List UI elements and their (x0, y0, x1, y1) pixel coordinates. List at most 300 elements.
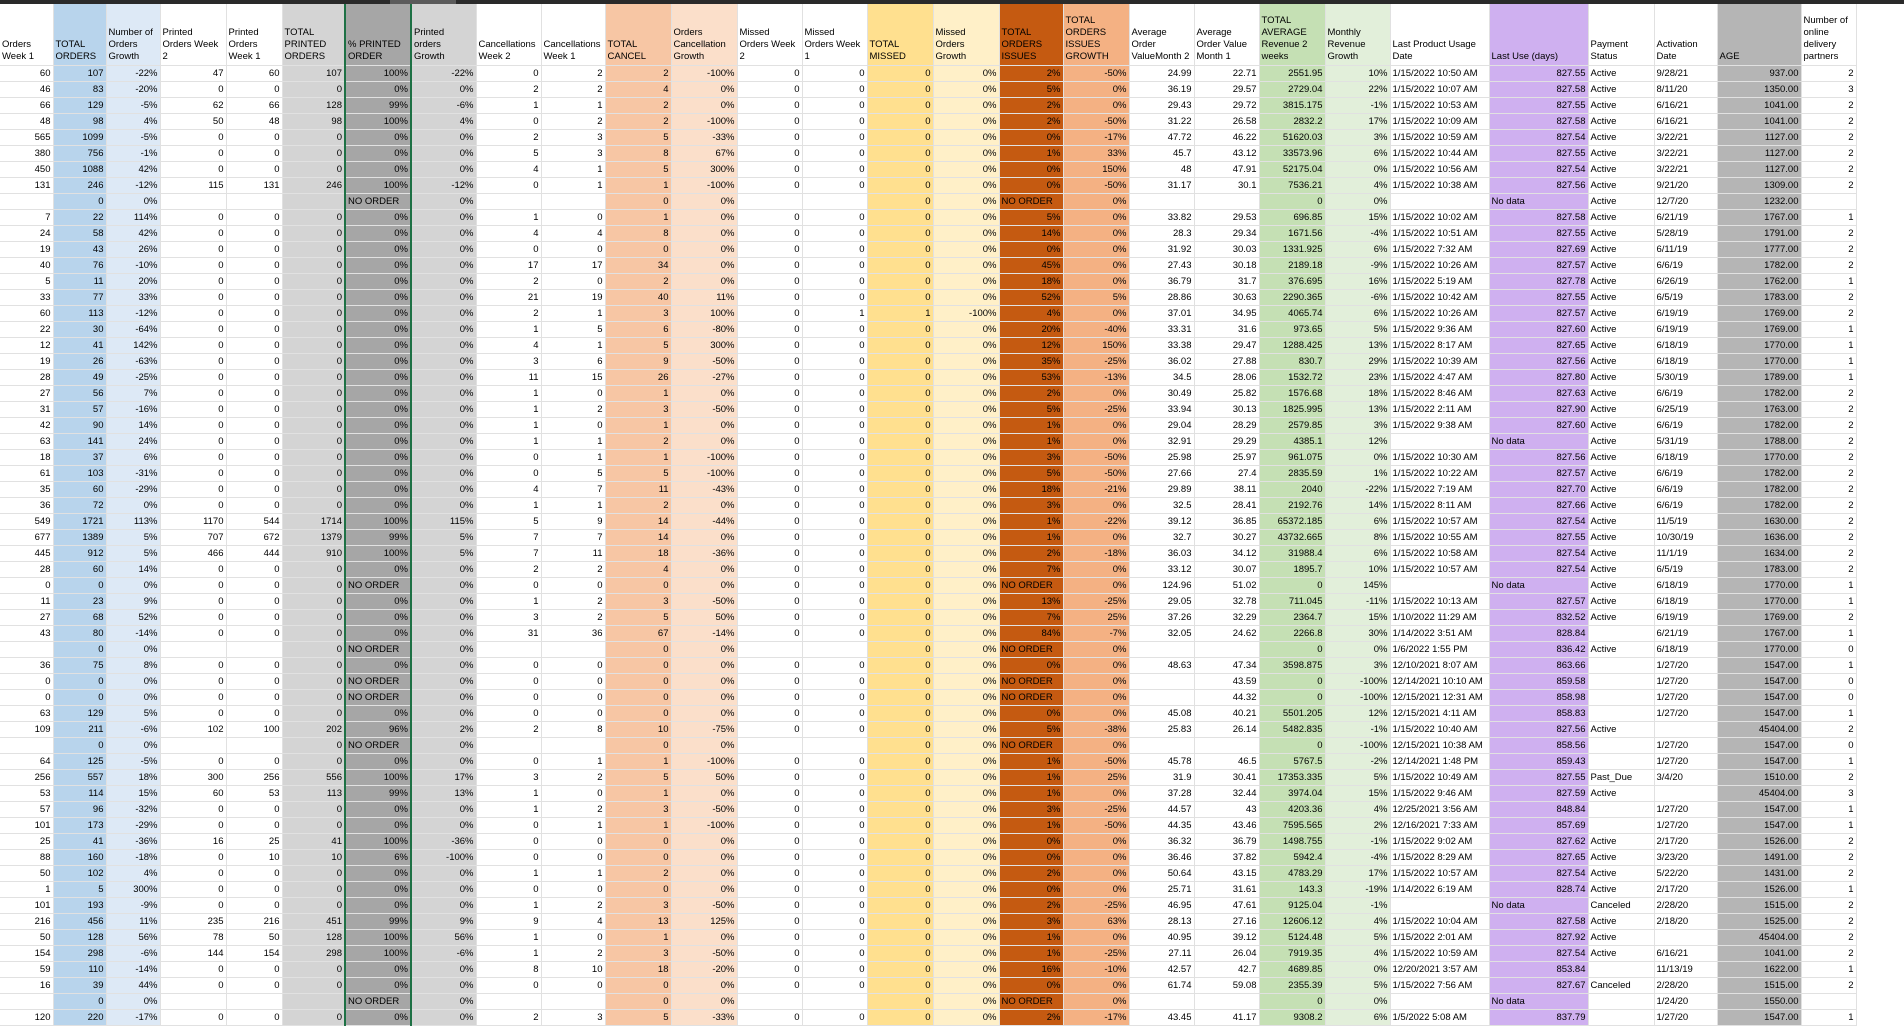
cell-pw1[interactable]: 0 (226, 401, 282, 417)
cell-mrg[interactable]: 15% (1325, 785, 1390, 801)
cell-mrg[interactable]: -2% (1325, 753, 1390, 769)
cell-mw1[interactable]: 0 (802, 769, 867, 785)
cell-tca[interactable]: 18 (605, 545, 671, 561)
cell-tig[interactable]: 0% (1063, 385, 1129, 401)
cell-lpu[interactable]: 12/16/2021 7:33 AM (1390, 817, 1489, 833)
cell-ow1[interactable]: 16 (0, 977, 53, 993)
cell-tca[interactable]: 1 (605, 817, 671, 833)
cell-mrg[interactable]: 6% (1325, 145, 1390, 161)
cell-tmi[interactable]: 0 (867, 449, 933, 465)
cell-pw2[interactable]: 0 (160, 449, 226, 465)
cell-pst[interactable]: Active (1588, 561, 1654, 577)
cell-ppo[interactable]: 0% (345, 257, 411, 273)
cell-age[interactable]: 1127.00 (1717, 129, 1801, 145)
cell-lud[interactable]: 827.57 (1489, 593, 1588, 609)
cell-aov1[interactable]: 51.02 (1194, 577, 1259, 593)
cell-lud[interactable]: 827.62 (1489, 833, 1588, 849)
cell-pw2[interactable]: 466 (160, 545, 226, 561)
cell-ocg[interactable]: -33% (671, 129, 737, 145)
cell-odp[interactable]: 2 (1801, 529, 1856, 545)
cell-ocg[interactable]: 50% (671, 609, 737, 625)
cell-ow1[interactable]: 60 (0, 65, 53, 81)
cell-tca[interactable]: 3 (605, 897, 671, 913)
cell-odp[interactable]: 1 (1801, 625, 1856, 641)
cell-tot[interactable]: 298 (53, 945, 106, 961)
cell-odp[interactable]: 1 (1801, 801, 1856, 817)
cell-aov2[interactable]: 25.71 (1129, 881, 1194, 897)
cell-toi[interactable]: NO ORDER (999, 641, 1063, 657)
cell-tot[interactable]: 49 (53, 369, 106, 385)
column-header-ppo[interactable]: % PRINTED ORDER (345, 4, 411, 65)
cell-pog[interactable]: -22% (411, 65, 476, 81)
cell-tot[interactable]: 58 (53, 225, 106, 241)
cell-tot[interactable]: 41 (53, 833, 106, 849)
cell-lud[interactable]: 827.55 (1489, 529, 1588, 545)
cell-pst[interactable] (1588, 689, 1654, 705)
cell-ocg[interactable]: 0% (671, 993, 737, 1009)
cell-ow1[interactable]: 28 (0, 369, 53, 385)
cell-tar[interactable]: 9125.04 (1259, 897, 1325, 913)
cell-mog[interactable]: 0% (933, 417, 999, 433)
cell-tig[interactable]: -50% (1063, 177, 1129, 193)
cell-mw2[interactable]: 0 (737, 881, 802, 897)
cell-odp[interactable]: 1 (1801, 577, 1856, 593)
cell-pst[interactable]: Active (1588, 65, 1654, 81)
cell-tmi[interactable]: 0 (867, 401, 933, 417)
cell-lpu[interactable]: 1/15/2022 10:26 AM (1390, 257, 1489, 273)
cell-cw1[interactable]: 19 (541, 289, 605, 305)
cell-tig[interactable]: 0% (1063, 193, 1129, 209)
cell-tot[interactable]: 107 (53, 65, 106, 81)
cell-tot[interactable]: 114 (53, 785, 106, 801)
cell-odp[interactable]: 2 (1801, 113, 1856, 129)
cell-cw1[interactable]: 0 (541, 785, 605, 801)
column-header-mrg[interactable]: Monthly Revenue Growth (1325, 4, 1390, 65)
cell-ow1[interactable]: 63 (0, 433, 53, 449)
cell-tig[interactable]: -50% (1063, 465, 1129, 481)
cell-mog[interactable]: 0% (933, 433, 999, 449)
cell-tca[interactable]: 5 (605, 465, 671, 481)
cell-ow1[interactable]: 63 (0, 705, 53, 721)
cell-aov2[interactable]: 36.79 (1129, 273, 1194, 289)
cell-lud[interactable]: 827.60 (1489, 417, 1588, 433)
cell-tot[interactable]: 43 (53, 241, 106, 257)
cell-lud[interactable]: 827.78 (1489, 273, 1588, 289)
cell-tca[interactable]: 0 (605, 241, 671, 257)
cell-tot[interactable]: 110 (53, 961, 106, 977)
cell-pog[interactable]: 0% (411, 561, 476, 577)
cell-odp[interactable]: 2 (1801, 481, 1856, 497)
cell-mw1[interactable]: 0 (802, 513, 867, 529)
cell-aov1[interactable]: 28.41 (1194, 497, 1259, 513)
cell-tca[interactable]: 0 (605, 993, 671, 1009)
cell-lud[interactable]: 848.84 (1489, 801, 1588, 817)
cell-aov2[interactable]: 45.08 (1129, 705, 1194, 721)
cell-mw2[interactable]: 0 (737, 593, 802, 609)
cell-aov1[interactable]: 43.12 (1194, 145, 1259, 161)
cell-ow1[interactable] (0, 737, 53, 753)
cell-odp[interactable]: 2 (1801, 433, 1856, 449)
cell-pw2[interactable]: 0 (160, 321, 226, 337)
cell-mw2[interactable]: 0 (737, 161, 802, 177)
cell-ocg[interactable]: 0% (671, 705, 737, 721)
cell-ogr[interactable]: 8% (106, 657, 160, 673)
cell-mw2[interactable]: 0 (737, 577, 802, 593)
cell-pog[interactable]: 0% (411, 81, 476, 97)
cell-ogr[interactable]: -1% (106, 145, 160, 161)
cell-aov2[interactable]: 32.7 (1129, 529, 1194, 545)
cell-age[interactable]: 1491.00 (1717, 849, 1801, 865)
cell-cw2[interactable]: 1 (476, 785, 541, 801)
cell-lpu[interactable]: 1/15/2022 7:32 AM (1390, 241, 1489, 257)
cell-cw1[interactable]: 5 (541, 321, 605, 337)
cell-ppo[interactable]: 0% (345, 273, 411, 289)
cell-tig[interactable]: 0% (1063, 641, 1129, 657)
cell-lud[interactable]: 827.92 (1489, 929, 1588, 945)
cell-mw1[interactable] (802, 193, 867, 209)
cell-tar[interactable]: 2364.7 (1259, 609, 1325, 625)
cell-pw2[interactable]: 62 (160, 97, 226, 113)
cell-lpu[interactable]: 12/10/2021 8:07 AM (1390, 657, 1489, 673)
cell-lpu[interactable]: 1/15/2022 10:59 AM (1390, 945, 1489, 961)
cell-toi[interactable]: NO ORDER (999, 737, 1063, 753)
cell-mrg[interactable]: 22% (1325, 81, 1390, 97)
cell-pog[interactable]: 0% (411, 737, 476, 753)
cell-mw2[interactable]: 0 (737, 753, 802, 769)
cell-odp[interactable]: 3 (1801, 81, 1856, 97)
cell-pog[interactable]: 0% (411, 241, 476, 257)
cell-tca[interactable]: 0 (605, 849, 671, 865)
cell-aov2[interactable]: 29.04 (1129, 417, 1194, 433)
cell-ow1[interactable]: 36 (0, 657, 53, 673)
cell-aov2[interactable]: 32.5 (1129, 497, 1194, 513)
cell-pw1[interactable]: 100 (226, 721, 282, 737)
cell-toi[interactable]: 1% (999, 529, 1063, 545)
cell-lud[interactable]: 827.65 (1489, 849, 1588, 865)
cell-lud[interactable]: 859.58 (1489, 673, 1588, 689)
cell-pog[interactable]: 0% (411, 593, 476, 609)
cell-aov2[interactable]: 61.74 (1129, 977, 1194, 993)
cell-aov2[interactable]: 46.95 (1129, 897, 1194, 913)
cell-mrg[interactable]: 16% (1325, 273, 1390, 289)
cell-pw2[interactable]: 0 (160, 753, 226, 769)
cell-pw1[interactable]: 0 (226, 705, 282, 721)
cell-cw1[interactable]: 8 (541, 721, 605, 737)
cell-mog[interactable]: 0% (933, 369, 999, 385)
cell-mw1[interactable]: 0 (802, 353, 867, 369)
cell-aov1[interactable] (1194, 737, 1259, 753)
cell-tig[interactable]: -25% (1063, 801, 1129, 817)
cell-tca[interactable]: 2 (605, 273, 671, 289)
cell-cw2[interactable]: 7 (476, 529, 541, 545)
cell-ocg[interactable]: -14% (671, 625, 737, 641)
cell-age[interactable]: 1770.00 (1717, 641, 1801, 657)
cell-tmi[interactable]: 0 (867, 65, 933, 81)
cell-mog[interactable]: 0% (933, 721, 999, 737)
cell-aov1[interactable] (1194, 641, 1259, 657)
cell-cw2[interactable]: 2 (476, 273, 541, 289)
cell-ow1[interactable]: 60 (0, 305, 53, 321)
cell-age[interactable]: 1782.00 (1717, 497, 1801, 513)
cell-tpo[interactable]: 0 (282, 241, 345, 257)
cell-act[interactable]: 3/22/21 (1654, 129, 1717, 145)
cell-aov2[interactable]: 31.92 (1129, 241, 1194, 257)
cell-aov2[interactable]: 31.22 (1129, 113, 1194, 129)
cell-lud[interactable]: No data (1489, 193, 1588, 209)
cell-odp[interactable]: 2 (1801, 769, 1856, 785)
cell-act[interactable]: 1/27/20 (1654, 1009, 1717, 1025)
cell-ppo[interactable]: 99% (345, 785, 411, 801)
cell-cw1[interactable] (541, 993, 605, 1009)
cell-age[interactable]: 1547.00 (1717, 673, 1801, 689)
column-header-pst[interactable]: Payment Status (1588, 4, 1654, 65)
cell-tar[interactable]: 2266.8 (1259, 625, 1325, 641)
cell-ogr[interactable]: -31% (106, 465, 160, 481)
cell-tot[interactable]: 125 (53, 753, 106, 769)
cell-age[interactable]: 1782.00 (1717, 417, 1801, 433)
cell-ow1[interactable]: 131 (0, 177, 53, 193)
cell-mw1[interactable]: 0 (802, 97, 867, 113)
cell-toi[interactable]: 53% (999, 369, 1063, 385)
cell-tar[interactable]: 31988.4 (1259, 545, 1325, 561)
cell-tig[interactable]: 0% (1063, 881, 1129, 897)
cell-ogr[interactable]: 0% (106, 193, 160, 209)
cell-act[interactable]: 1/24/20 (1654, 993, 1717, 1009)
cell-pw2[interactable]: 0 (160, 593, 226, 609)
cell-pog[interactable]: 0% (411, 209, 476, 225)
cell-mw2[interactable]: 0 (737, 817, 802, 833)
cell-pog[interactable]: 0% (411, 417, 476, 433)
cell-tar[interactable]: 696.85 (1259, 209, 1325, 225)
cell-mw2[interactable]: 0 (737, 545, 802, 561)
cell-cw2[interactable]: 9 (476, 913, 541, 929)
cell-tot[interactable]: 77 (53, 289, 106, 305)
cell-lpu[interactable]: 12/15/2021 10:38 AM (1390, 737, 1489, 753)
cell-pw2[interactable]: 0 (160, 241, 226, 257)
cell-pw1[interactable]: 0 (226, 753, 282, 769)
cell-pog[interactable]: 0% (411, 129, 476, 145)
cell-toi[interactable]: 5% (999, 81, 1063, 97)
cell-aov1[interactable]: 22.71 (1194, 65, 1259, 81)
cell-act[interactable]: 6/16/21 (1654, 113, 1717, 129)
cell-tca[interactable]: 1 (605, 177, 671, 193)
cell-mw1[interactable] (802, 737, 867, 753)
cell-lpu[interactable]: 1/15/2022 10:58 AM (1390, 545, 1489, 561)
cell-lud[interactable]: 827.63 (1489, 385, 1588, 401)
cell-tar[interactable]: 65372.185 (1259, 513, 1325, 529)
cell-act[interactable]: 11/13/19 (1654, 961, 1717, 977)
cell-tmi[interactable]: 0 (867, 769, 933, 785)
cell-cw2[interactable]: 2 (476, 81, 541, 97)
cell-age[interactable]: 1526.00 (1717, 833, 1801, 849)
cell-aov2[interactable]: 33.82 (1129, 209, 1194, 225)
cell-tca[interactable]: 18 (605, 961, 671, 977)
cell-mrg[interactable]: 3% (1325, 129, 1390, 145)
cell-mw2[interactable]: 0 (737, 529, 802, 545)
cell-aov1[interactable]: 25.82 (1194, 385, 1259, 401)
cell-tot[interactable]: 60 (53, 481, 106, 497)
cell-toi[interactable]: 16% (999, 961, 1063, 977)
cell-aov2[interactable] (1129, 993, 1194, 1009)
cell-mw1[interactable]: 0 (802, 433, 867, 449)
cell-lpu[interactable] (1390, 993, 1489, 1009)
cell-ppo[interactable]: 0% (345, 705, 411, 721)
column-header-mw1[interactable]: Missed Orders Week 1 (802, 4, 867, 65)
cell-pw1[interactable] (226, 193, 282, 209)
cell-pog[interactable]: 0% (411, 609, 476, 625)
cell-tot[interactable]: 1721 (53, 513, 106, 529)
cell-pw1[interactable]: 0 (226, 497, 282, 513)
cell-ocg[interactable]: 0% (671, 417, 737, 433)
cell-pog[interactable]: -6% (411, 945, 476, 961)
cell-ocg[interactable]: 0% (671, 97, 737, 113)
cell-age[interactable]: 1041.00 (1717, 97, 1801, 113)
cell-mrg[interactable]: 5% (1325, 929, 1390, 945)
cell-cw1[interactable]: 1 (541, 497, 605, 513)
cell-tca[interactable]: 2 (605, 865, 671, 881)
cell-mog[interactable]: 0% (933, 177, 999, 193)
cell-lud[interactable]: 836.42 (1489, 641, 1588, 657)
cell-tpo[interactable]: 910 (282, 545, 345, 561)
cell-pw1[interactable]: 0 (226, 321, 282, 337)
cell-lpu[interactable]: 1/15/2022 8:46 AM (1390, 385, 1489, 401)
cell-ogr[interactable]: 0% (106, 673, 160, 689)
cell-pw2[interactable] (160, 993, 226, 1009)
cell-ogr[interactable]: 9% (106, 593, 160, 609)
cell-pog[interactable]: -12% (411, 177, 476, 193)
cell-mw1[interactable]: 0 (802, 385, 867, 401)
cell-aov2[interactable]: 36.03 (1129, 545, 1194, 561)
column-header-aov1[interactable]: Average Order Value Month 1 (1194, 4, 1259, 65)
cell-pw2[interactable]: 16 (160, 833, 226, 849)
cell-odp[interactable]: 2 (1801, 417, 1856, 433)
cell-tot[interactable]: 141 (53, 433, 106, 449)
cell-mw1[interactable]: 0 (802, 161, 867, 177)
cell-odp[interactable]: 1 (1801, 1009, 1856, 1025)
cell-mrg[interactable]: 0% (1325, 961, 1390, 977)
cell-age[interactable]: 1763.00 (1717, 401, 1801, 417)
cell-tot[interactable]: 11 (53, 273, 106, 289)
cell-ocg[interactable]: 0% (671, 433, 737, 449)
cell-lpu[interactable] (1390, 193, 1489, 209)
cell-lud[interactable]: 827.55 (1489, 769, 1588, 785)
cell-aov1[interactable]: 46.5 (1194, 753, 1259, 769)
cell-tpo[interactable]: 0 (282, 481, 345, 497)
cell-mog[interactable]: 0% (933, 561, 999, 577)
cell-pw2[interactable]: 0 (160, 625, 226, 641)
cell-age[interactable]: 1550.00 (1717, 993, 1801, 1009)
cell-pst[interactable]: Active (1588, 129, 1654, 145)
cell-odp[interactable]: 2 (1801, 849, 1856, 865)
cell-pog[interactable]: -36% (411, 833, 476, 849)
cell-lpu[interactable]: 1/15/2022 10:51 AM (1390, 225, 1489, 241)
cell-pst[interactable]: Active (1588, 465, 1654, 481)
cell-cw2[interactable]: 0 (476, 689, 541, 705)
cell-lud[interactable]: No data (1489, 897, 1588, 913)
cell-ppo[interactable]: 100% (345, 545, 411, 561)
cell-aov2[interactable]: 32.91 (1129, 433, 1194, 449)
cell-mw2[interactable] (737, 737, 802, 753)
cell-pog[interactable]: 0% (411, 161, 476, 177)
cell-cw2[interactable]: 17 (476, 257, 541, 273)
cell-tca[interactable]: 1 (605, 209, 671, 225)
cell-act[interactable]: 6/19/19 (1654, 609, 1717, 625)
cell-pst[interactable]: Active (1588, 513, 1654, 529)
cell-pst[interactable]: Active (1588, 369, 1654, 385)
cell-pw2[interactable]: 0 (160, 81, 226, 97)
cell-mw2[interactable]: 0 (737, 769, 802, 785)
cell-age[interactable]: 1526.00 (1717, 881, 1801, 897)
cell-toi[interactable]: 0% (999, 161, 1063, 177)
cell-tig[interactable]: 0% (1063, 705, 1129, 721)
cell-mrg[interactable]: 18% (1325, 385, 1390, 401)
cell-pw2[interactable]: 0 (160, 801, 226, 817)
cell-tar[interactable]: 1671.56 (1259, 225, 1325, 241)
cell-ow1[interactable]: 33 (0, 289, 53, 305)
cell-age[interactable]: 1622.00 (1717, 961, 1801, 977)
cell-mw1[interactable]: 0 (802, 721, 867, 737)
cell-odp[interactable]: 2 (1801, 449, 1856, 465)
cell-ow1[interactable]: 0 (0, 577, 53, 593)
cell-cw2[interactable]: 0 (476, 577, 541, 593)
cell-pst[interactable] (1588, 673, 1654, 689)
column-header-tar[interactable]: TOTAL AVERAGE Revenue 2 weeks (1259, 4, 1325, 65)
cell-age[interactable]: 1547.00 (1717, 737, 1801, 753)
cell-pst[interactable]: Active (1588, 225, 1654, 241)
cell-lud[interactable]: 827.57 (1489, 305, 1588, 321)
cell-mw2[interactable] (737, 193, 802, 209)
cell-ow1[interactable]: 22 (0, 321, 53, 337)
cell-lud[interactable]: 827.54 (1489, 513, 1588, 529)
cell-mog[interactable]: 0% (933, 353, 999, 369)
cell-mog[interactable]: 0% (933, 641, 999, 657)
cell-odp[interactable]: 2 (1801, 289, 1856, 305)
cell-age[interactable]: 1515.00 (1717, 897, 1801, 913)
cell-tar[interactable]: 2290.365 (1259, 289, 1325, 305)
cell-toi[interactable]: 3% (999, 449, 1063, 465)
cell-mw2[interactable]: 0 (737, 417, 802, 433)
cell-act[interactable]: 6/6/19 (1654, 417, 1717, 433)
cell-aov2[interactable]: 29.05 (1129, 593, 1194, 609)
cell-pw1[interactable]: 0 (226, 257, 282, 273)
cell-pst[interactable]: Active (1588, 545, 1654, 561)
cell-pog[interactable]: 0% (411, 705, 476, 721)
cell-mw1[interactable]: 0 (802, 625, 867, 641)
cell-act[interactable] (1654, 929, 1717, 945)
cell-ow1[interactable]: 256 (0, 769, 53, 785)
cell-cw1[interactable]: 6 (541, 353, 605, 369)
cell-mog[interactable]: 0% (933, 401, 999, 417)
cell-aov1[interactable]: 42.7 (1194, 961, 1259, 977)
cell-odp[interactable]: 2 (1801, 561, 1856, 577)
cell-lpu[interactable] (1390, 433, 1489, 449)
cell-cw2[interactable]: 3 (476, 353, 541, 369)
cell-ocg[interactable]: -36% (671, 545, 737, 561)
cell-toi[interactable]: 2% (999, 65, 1063, 81)
cell-odp[interactable]: 2 (1801, 65, 1856, 81)
cell-pst[interactable]: Active (1588, 497, 1654, 513)
cell-tar[interactable]: 17353.335 (1259, 769, 1325, 785)
cell-act[interactable]: 1/27/20 (1654, 689, 1717, 705)
cell-odp[interactable]: 2 (1801, 497, 1856, 513)
cell-age[interactable]: 1634.00 (1717, 545, 1801, 561)
cell-lpu[interactable]: 1/14/2022 3:51 AM (1390, 625, 1489, 641)
cell-tpo[interactable]: 0 (282, 561, 345, 577)
cell-mw1[interactable]: 0 (802, 753, 867, 769)
cell-tig[interactable]: -50% (1063, 65, 1129, 81)
cell-mog[interactable]: 0% (933, 977, 999, 993)
cell-mw1[interactable]: 0 (802, 145, 867, 161)
